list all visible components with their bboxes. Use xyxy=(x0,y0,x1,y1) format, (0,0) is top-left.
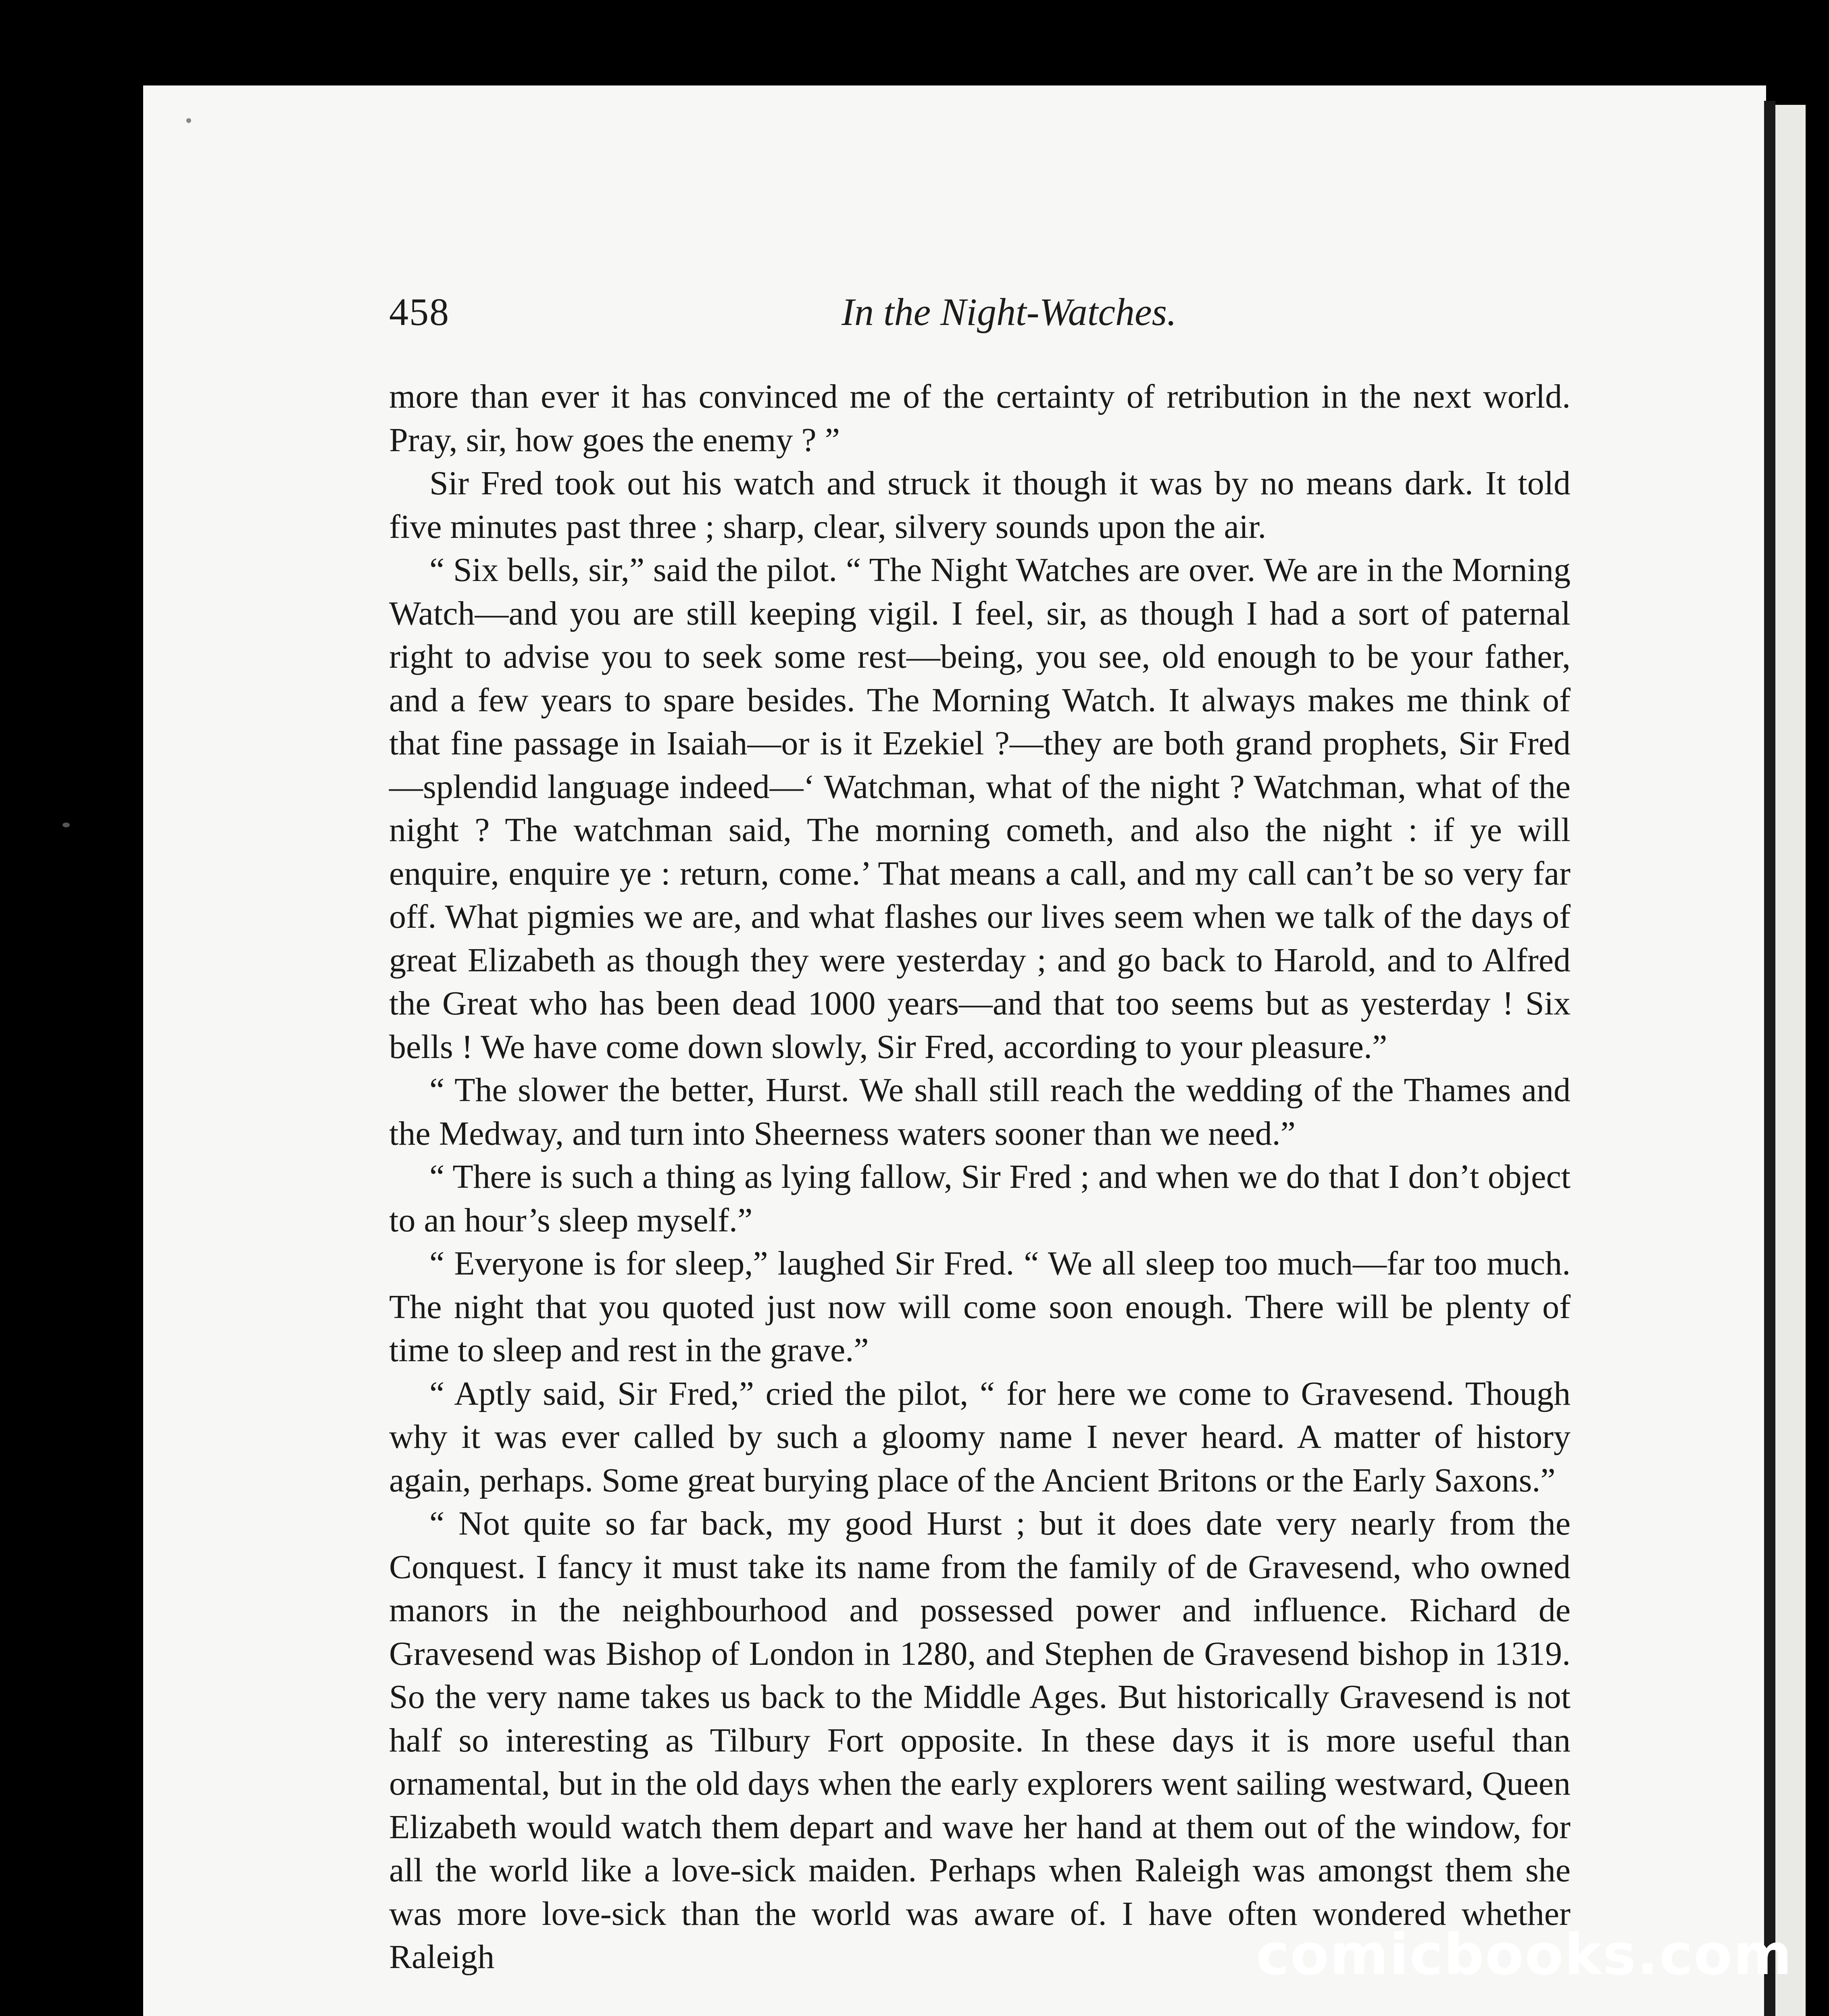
paragraph: “ Six bells, sir,” said the pilot. “ The Night Watches are over. We are in the Morning Watch—and you are still keeping vigil. I feel, sir, as though I had a sort of paternal right to advise you to seek some rest—being, you see, old enough to be your father, and a few years to spare besides. The Morning Watch. It always makes me think of that fine passage in Isaiah—or is it Ezekiel ?—they are both grand prophets, Sir Fred—splendid language indeed—‘ Watchman, what of the night ? Watchman, what of the night ? The watchman said, The morning cometh, and also the night : if ye will enquire, enquire ye : return, come.’ That means a call, and my call can’t be so very far off. What pigmies we are, and what flashes our lives seem when we talk of the days of great Elizabeth as though they were yesterday ; and go back to Harold, and to Alfred the Great who has been dead 1000 years—and that too seems but as yesterday ! Six bells ! We have come down slowly, Sir Fred, according to your pleasure.” xyxy=(389,551,1571,1066)
paragraph: Sir Fred took out his watch and struck it though it was by no means dark. It told five minutes past three ; sharp, clear, silvery sounds upon the air. xyxy=(389,464,1571,546)
running-title: In the Night-Watches. xyxy=(842,290,1177,333)
paper-speck xyxy=(62,823,70,827)
watermark: comicbooks.com xyxy=(1256,1922,1793,1988)
page-number: 458 xyxy=(389,290,450,333)
paragraph: more than ever it has convinced me of the certainty of retribution in the next world. Pray, sir, how goes the enemy ? ” xyxy=(389,378,1571,459)
paragraph: “ Aptly said, Sir Fred,” cried the pilot, “ for here we come to Gravesend. Though why it was ever called by such a gloomy name I never heard. A matter of history again, perhaps. Some great burying place of the Ancient Britons or the Early Saxons.” xyxy=(389,1375,1571,1499)
facing-page-gutter xyxy=(1764,101,1775,2016)
running-head xyxy=(389,289,1581,350)
facing-page-edge xyxy=(1775,105,1806,2016)
paragraph: “ Not quite so far back, my good Hurst ; but it does date very nearly from the Conquest. I fancy it must take its name from the family of de Gravesend, who owned manors in the neighbourhood and possessed power and influence. Richard de Gravesend was Bishop of London in 1280, and Stephen de Gravesend bishop in 1319. So the very name takes us back to the Middle Ages. But historically Gravesend is not half so interesting as Tilbury Fort opposite. In these days it is more useful than ornamental, but in the old days when the early explorers went sailing westward, Queen Elizabeth would watch them depart and wave her hand at them out of the window, for all the world like a love-sick maiden. Perhaps when Raleigh was amongst them she was more love-sick than the world was aware of. I have often wondered whether Raleigh xyxy=(389,1505,1571,1976)
body-text xyxy=(389,375,1571,1979)
paragraph: “ There is such a thing as lying fallow, Sir Fred ; and when we do that I don’t object to an hour’s sleep myself.” xyxy=(389,1158,1571,1239)
paragraph: “ Everyone is for sleep,” laughed Sir Fred. “ We all sleep too much—far too much. The night that you quoted just now will come soon enough. There will be plenty of time to sleep and rest in the grave.” xyxy=(389,1245,1571,1369)
paper-speck xyxy=(186,118,191,123)
paragraph: “ The slower the better, Hurst. We shall still reach the wedding of the Thames and the Medway, and turn into Sheerness waters sooner than we need.” xyxy=(389,1071,1571,1152)
